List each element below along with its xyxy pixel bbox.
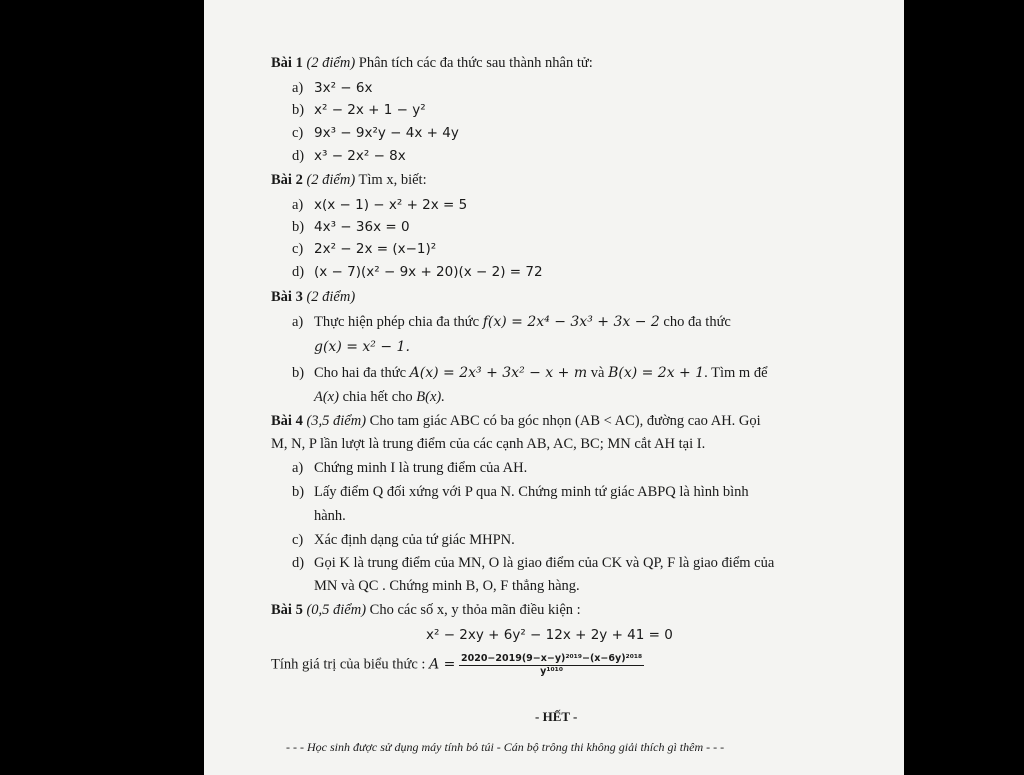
bai5-equation: x² − 2xy + 6y² − 12x + 2y + 41 = 0 — [426, 627, 673, 643]
bai1-text: Phân tích các đa thức sau thành nhân tử: — [358, 55, 593, 71]
bai4-text-line2: M, N, P lần lượt là trung điểm của các cạnh AB, AC, BC; MN cắt AH tại I. — [271, 436, 706, 452]
math-expr: A(x) — [314, 389, 339, 405]
bai5-text: Cho các số x, y thỏa mãn điều kiện : — [369, 602, 581, 618]
fraction-numerator: 2020−2019(9−x−y)²⁰¹⁹−(x−6y)²⁰¹⁸ — [460, 653, 643, 664]
bai5-title: Bài 5 — [271, 602, 303, 618]
bai2-text: Tìm x, biết: — [358, 172, 427, 188]
item-label: a) — [292, 197, 304, 213]
bai5-points: (0,5 điểm) — [306, 602, 367, 618]
bai3-title: Bài 3 — [271, 289, 303, 305]
math-expr: f(x) = 2x⁴ − 3x³ + 3x − 2 — [482, 314, 660, 330]
item-label: a) — [292, 460, 304, 476]
item-label: b) — [292, 102, 305, 118]
bai2-points: (2 điểm) — [306, 172, 356, 188]
bai3-points: (2 điểm) — [306, 289, 356, 305]
bai3-item-a — [292, 315, 731, 330]
bai3-b-text1: Cho hai đa thức — [314, 365, 407, 381]
end-marker: - HẾT - — [535, 709, 578, 724]
math-expr: 9x³ − 9x²y − 4x + 4y — [314, 125, 459, 141]
math-expr: B(x) = 2x + 1 — [608, 365, 705, 381]
bai4-item-d-cont: MN và QC . Chứng minh B, O, F thẳng hàng. — [314, 578, 580, 594]
bai5-a-lhs: A = — [429, 656, 456, 673]
bai1-item-d — [292, 149, 406, 164]
bai3-item-b-cont — [314, 390, 445, 405]
bai2-title: Bài 2 — [271, 172, 303, 188]
exam-footer-note: - - - Học sinh được sử dụng máy tính bỏ túi - Cán bộ trông thi không giải thích gì thêm - - - — [286, 740, 725, 754]
bai3-item-b — [292, 366, 768, 381]
bai2-item-a — [292, 198, 467, 213]
bai4-title: Bài 4 — [271, 413, 303, 429]
math-expr: g(x) = x² − 1. — [314, 339, 410, 355]
item-label: b) — [292, 219, 305, 235]
bai4-item-a — [292, 461, 527, 476]
bai4-heading — [271, 414, 761, 429]
bai1-heading — [271, 56, 593, 71]
bai4-text1: Cho tam giác ABC có ba góc nhọn (AB < AC), đường cao AH. Gọi — [369, 413, 761, 429]
bai5-compute-line — [271, 654, 644, 676]
bai3-a-text2: cho đa thức — [663, 314, 731, 330]
bai4-a-text: Chứng minh I là trung điểm của AH. — [314, 460, 528, 476]
bai1-points: (2 điểm) — [306, 55, 356, 71]
item-label: d) — [292, 555, 305, 571]
bai4-item-d — [292, 556, 774, 571]
bai5-heading — [271, 603, 581, 618]
item-label: d) — [292, 264, 305, 280]
bai4-item-b — [292, 485, 749, 500]
item-label: b) — [292, 484, 305, 500]
item-label: b) — [292, 365, 305, 381]
bai3-heading — [271, 290, 355, 305]
bai4-points: (3,5 điểm) — [306, 413, 367, 429]
bai3-b-text4: chia hết cho — [342, 389, 413, 405]
bai4-c-text: Xác định dạng của tứ giác MHPN. — [314, 532, 515, 548]
exam-paper — [204, 0, 904, 775]
bai3-b-text3: . Tìm m để — [704, 365, 768, 381]
item-label: c) — [292, 241, 304, 257]
bai4-b-text1: Lấy điểm Q đối xứng với P qua N. Chứng minh tứ giác ABPQ là hình bình — [314, 484, 749, 500]
bai2-item-c — [292, 242, 436, 257]
math-expr: (x − 7)(x² − 9x + 20)(x − 2) = 72 — [314, 264, 543, 280]
math-expr: x(x − 1) − x² + 2x = 5 — [314, 197, 468, 213]
math-expr: B(x). — [416, 389, 445, 405]
math-expr: x² − 2x + 1 − y² — [314, 102, 426, 118]
bai5-compute-text: Tính giá trị của biểu thức : — [271, 656, 426, 673]
bai3-item-a-cont — [314, 340, 410, 355]
bai2-heading — [271, 173, 427, 188]
bai1-item-b — [292, 103, 426, 118]
fraction-denominator: y¹⁰¹⁰ — [540, 665, 563, 677]
bai5-fraction — [459, 654, 644, 676]
math-expr: x³ − 2x² − 8x — [314, 148, 406, 164]
item-label: c) — [292, 125, 304, 141]
bai2-item-b — [292, 220, 410, 235]
item-label: c) — [292, 532, 304, 548]
bai1-title: Bài 1 — [271, 55, 303, 71]
math-expr: 3x² − 6x — [314, 80, 373, 96]
bai1-item-a — [292, 81, 372, 96]
bai4-item-c — [292, 533, 515, 548]
bai2-item-d — [292, 265, 543, 280]
math-expr: A(x) = 2x³ + 3x² − x + m — [409, 365, 588, 381]
math-expr: 2x² − 2x = (x−1)² — [314, 241, 437, 257]
bai1-item-c — [292, 126, 459, 141]
bai4-item-b-cont: hành. — [314, 508, 346, 524]
bai4-d-text1: Gọi K là trung điểm của MN, O là giao điểm của CK và QP, F là giao điểm của — [314, 555, 775, 571]
item-label: a) — [292, 314, 304, 330]
item-label: d) — [292, 148, 305, 164]
bai3-a-text1: Thực hiện phép chia đa thức — [314, 314, 480, 330]
bai3-b-text2: và — [590, 365, 605, 381]
item-label: a) — [292, 80, 304, 96]
math-expr: 4x³ − 36x = 0 — [314, 219, 410, 235]
